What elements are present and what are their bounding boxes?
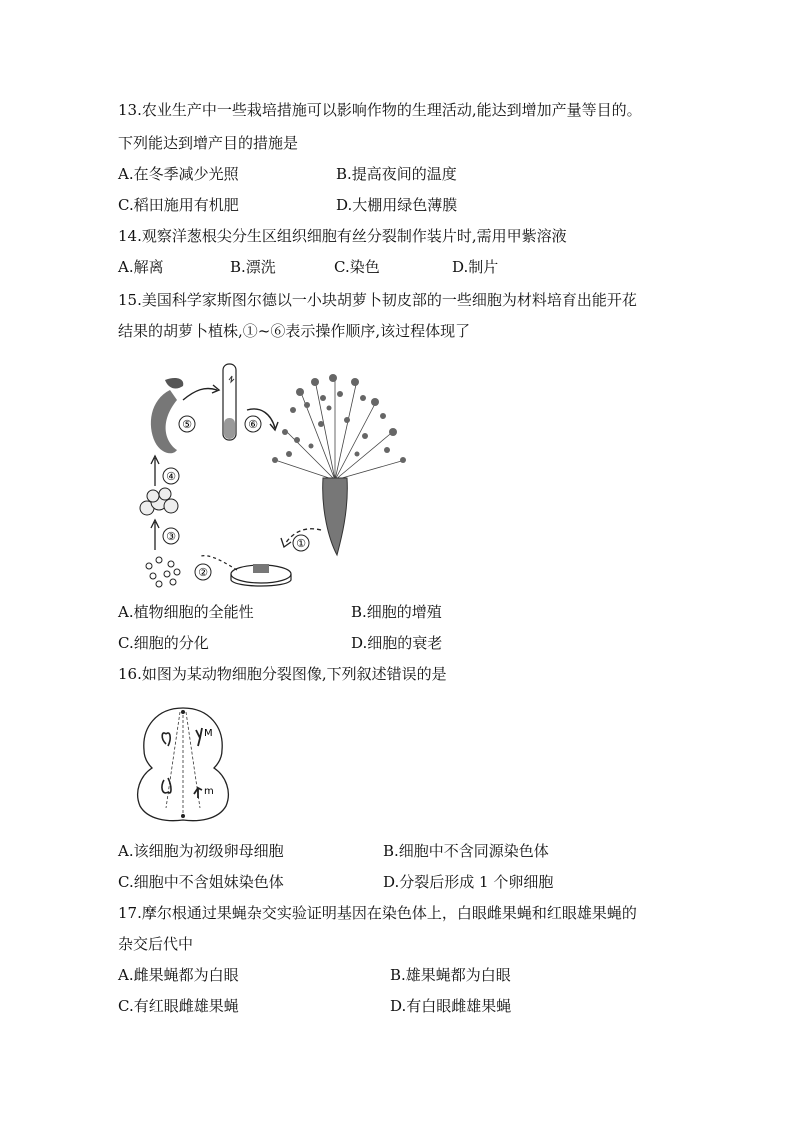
q13-option-b[interactable]: B.提高夜间的温度 — [336, 165, 457, 183]
single-cells-drawing — [146, 557, 180, 587]
carrot-tissue-culture-figure — [125, 350, 425, 595]
q15-option-a[interactable]: A.植物细胞的全能性 — [118, 603, 254, 621]
q14-option-d[interactable]: D.制片 — [452, 258, 499, 276]
q17-option-b[interactable]: B.雄果蝇都为白眼 — [390, 966, 511, 984]
carrot-plant-drawing — [272, 374, 406, 480]
allele-label-lower: m — [204, 786, 214, 797]
q14-option-c[interactable]: C.染色 — [334, 258, 380, 276]
chromosome-upper-left — [162, 733, 170, 746]
q16-option-c[interactable]: C.细胞中不含姐妹染色体 — [118, 873, 284, 891]
q15-stem-line1: 15.美国科学家斯图尔德以一小块胡萝卜韧皮部的一些细胞为材料培育出能开花 — [118, 291, 637, 309]
q15-stem-line2: 结果的胡萝卜植株,①~⑥表示操作顺序,该过程体现了 — [118, 322, 471, 340]
step-label-1: ① — [296, 537, 306, 550]
callus-drawing — [140, 488, 178, 515]
q13-option-c[interactable]: C.稻田施用有机肥 — [118, 196, 239, 214]
q16-option-b[interactable]: B.细胞中不含同源染色体 — [383, 842, 549, 860]
q14-stem: 14.观察洋葱根尖分生区组织细胞有丝分裂制作装片时,需用甲紫溶液 — [118, 227, 567, 245]
allele-label-upper: M — [204, 728, 213, 739]
q16-option-a[interactable]: A.该细胞为初级卵母细胞 — [118, 842, 284, 860]
q15-option-b[interactable]: B.细胞的增殖 — [351, 603, 442, 621]
q14-option-b[interactable]: B.漂洗 — [230, 258, 276, 276]
q16-option-d[interactable]: D.分裂后形成 1 个卵细胞 — [383, 873, 554, 891]
chromosome-lower-left — [162, 778, 171, 793]
chromosome-lower-right — [194, 788, 202, 798]
q13-option-d[interactable]: D.大棚用绿色薄膜 — [336, 196, 458, 214]
carrot-slice-drawing — [151, 390, 177, 453]
q14-option-a[interactable]: A.解离 — [118, 258, 164, 276]
chromosome-upper-right — [196, 728, 202, 746]
q15-option-c[interactable]: C.细胞的分化 — [118, 634, 209, 652]
q17-option-d[interactable]: D.有白眼雌雄果蝇 — [390, 997, 512, 1015]
q17-option-a[interactable]: A.雌果蝇都为白眼 — [118, 966, 239, 984]
step-label-6: ⑥ — [248, 418, 258, 431]
q15-option-d[interactable]: D.细胞的衰老 — [351, 634, 443, 652]
cell-division-figure — [128, 700, 238, 825]
q13-option-a[interactable]: A.在冬季减少光照 — [118, 165, 239, 183]
step-label-5: ⑤ — [182, 418, 192, 431]
q17-stem-line1: 17.摩尔根通过果蝇杂交实验证明基因在染色体上，白眼雌果蝇和红眼雄果蝇的 — [118, 904, 637, 922]
cell-outline — [138, 708, 229, 821]
carrot-root-drawing — [323, 478, 348, 555]
q13-stem-line1: 13.农业生产中一些栽培措施可以影响作物的生理活动,能达到增加产量等目的。 — [118, 101, 642, 119]
q17-stem-line2: 杂交后代中 — [118, 935, 194, 953]
q13-stem-line2: 下列能达到增产目的措施是 — [118, 134, 299, 152]
q17-option-c[interactable]: C.有红眼雌雄果蝇 — [118, 997, 239, 1015]
q16-stem: 16.如图为某动物细胞分裂图像,下列叙述错误的是 — [118, 665, 447, 683]
step-label-3: ③ — [166, 530, 176, 543]
step-label-2: ② — [198, 566, 208, 579]
step-label-4: ④ — [166, 470, 176, 483]
